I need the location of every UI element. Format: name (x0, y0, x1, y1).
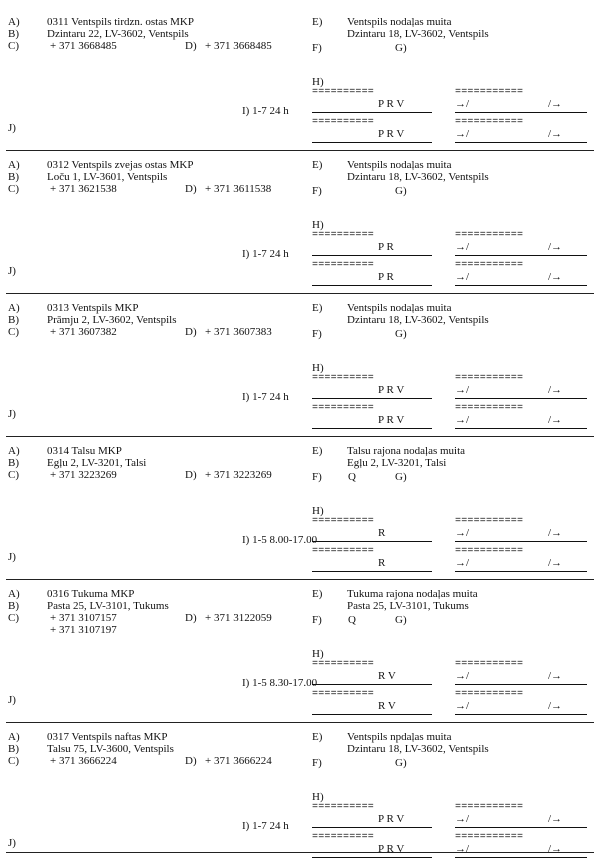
eq-row-2-left: ========== (312, 689, 375, 700)
arrow-in-row-1: →/ (455, 527, 470, 539)
fax-number: + 371 3223269 (205, 469, 272, 481)
office-address: Egļu 2, LV-3201, Talsi (47, 457, 147, 469)
office-address: Loču 1, LV-3601, Ventspils (47, 171, 168, 183)
customs-unit-address: Dzintaru 18, LV-3602, Ventspils (347, 743, 489, 755)
traffic-types-row-2: P R (378, 271, 394, 283)
underline-row-1-right (455, 541, 587, 542)
label-j: J) (8, 408, 16, 420)
label-c: C) (8, 612, 19, 624)
label-h: H) (312, 76, 324, 88)
label-g: G) (395, 185, 407, 197)
traffic-types-row-2: P R V (378, 414, 405, 426)
label-e: E) (312, 445, 323, 457)
working-hours: I) 1-7 24 h (242, 105, 289, 117)
eq-row-1-right: =========== (455, 516, 524, 527)
underline-row-1-right (455, 398, 587, 399)
arrow-out-row-2: /→ (548, 700, 563, 712)
underline-row-2-right (455, 714, 587, 715)
customs-unit-address: Dzintaru 18, LV-3602, Ventspils (347, 171, 489, 183)
label-f: F) (312, 328, 322, 340)
office-name: 0313 Ventspils MKP (47, 302, 139, 314)
underline-row-1-right (455, 827, 587, 828)
label-f: F) (312, 42, 322, 54)
label-g: G) (395, 328, 407, 340)
underline-row-2-right (455, 285, 587, 286)
eq-row-2-right: =========== (455, 689, 524, 700)
label-e: E) (312, 588, 323, 600)
label-b: B) (8, 28, 19, 40)
eq-row-2-left: ========== (312, 832, 375, 843)
office-name: 0312 Ventspils zvejas ostas MKP (47, 159, 194, 171)
underline-row-2-right (455, 857, 587, 858)
underline-row-1 (312, 255, 432, 256)
eq-row-1-right: =========== (455, 802, 524, 813)
traffic-types-row-1: P R V (378, 384, 405, 396)
fax-number: + 371 3668485 (205, 40, 272, 52)
label-b: B) (8, 743, 19, 755)
eq-row-2-right: =========== (455, 117, 524, 128)
eq-row-2-left: ========== (312, 117, 375, 128)
label-g: G) (395, 42, 407, 54)
label-h: H) (312, 505, 324, 517)
underline-row-2 (312, 428, 432, 429)
customs-entry-0314 (0, 439, 600, 579)
arrow-out-row-1: /→ (548, 670, 563, 682)
eq-row-1-right: =========== (455, 230, 524, 241)
label-h: H) (312, 362, 324, 374)
customs-unit-address: Dzintaru 18, LV-3602, Ventspils (347, 314, 489, 326)
customs-unit: Ventspils npdaļas muita (347, 731, 452, 743)
office-name: 0311 Ventspils tirdzn. ostas MKP (47, 16, 194, 28)
eq-row-2-right: =========== (455, 832, 524, 843)
eq-row-2-right: =========== (455, 403, 524, 414)
office-address: Pasta 25, LV-3101, Tukums (47, 600, 169, 612)
underline-row-2 (312, 285, 432, 286)
label-a: A) (8, 588, 20, 600)
arrow-out-row-1: /→ (548, 241, 563, 253)
label-a: A) (8, 16, 20, 28)
eq-row-1-left: ========== (312, 87, 375, 98)
arrow-in-row-1: →/ (455, 241, 470, 253)
arrow-in-row-2: →/ (455, 843, 470, 855)
office-name: 0314 Talsu MKP (47, 445, 122, 457)
underline-row-2-right (455, 428, 587, 429)
label-d: D) (185, 183, 197, 195)
phone-number: + 371 3621538 (50, 183, 117, 195)
underline-row-2 (312, 571, 432, 572)
arrow-out-row-2: /→ (548, 128, 563, 140)
q-mark: Q (348, 471, 356, 483)
label-e: E) (312, 159, 323, 171)
working-hours: I) 1-7 24 h (242, 391, 289, 403)
fax-number: + 371 3666224 (205, 755, 272, 767)
office-name: 0317 Ventspils naftas MKP (47, 731, 168, 743)
traffic-types-row-2: P R V (378, 843, 405, 855)
eq-row-2-left: ========== (312, 260, 375, 271)
customs-unit-address: Egļu 2, LV-3201, Talsi (347, 457, 447, 469)
customs-unit: Talsu rajona nodaļas muita (347, 445, 466, 457)
label-h: H) (312, 791, 324, 803)
label-e: E) (312, 16, 323, 28)
underline-row-1-right (455, 255, 587, 256)
label-a: A) (8, 731, 20, 743)
label-f: F) (312, 757, 322, 769)
fax-number: + 371 3607383 (205, 326, 272, 338)
arrow-out-row-2: /→ (548, 557, 563, 569)
label-j: J) (8, 837, 16, 849)
traffic-types-row-1: R V (378, 670, 396, 682)
label-d: D) (185, 326, 197, 338)
label-a: A) (8, 159, 20, 171)
office-address: Dzintaru 22, LV-3602, Ventspils (47, 28, 189, 40)
label-j: J) (8, 122, 16, 134)
label-a: A) (8, 445, 20, 457)
arrow-out-row-1: /→ (548, 527, 563, 539)
label-j: J) (8, 551, 16, 563)
eq-row-2-right: =========== (455, 260, 524, 271)
label-d: D) (185, 40, 197, 52)
label-f: F) (312, 471, 322, 483)
phone-number: + 371 3223269 (50, 469, 117, 481)
customs-unit: Tukuma rajona nodaļas muita (347, 588, 478, 600)
customs-entry-0316 (0, 582, 600, 722)
label-d: D) (185, 469, 197, 481)
label-g: G) (395, 614, 407, 626)
customs-entry-0312 (0, 153, 600, 293)
underline-row-2-right (455, 571, 587, 572)
customs-entry-0313 (0, 296, 600, 436)
underline-row-1 (312, 684, 432, 685)
arrow-in-row-1: →/ (455, 98, 470, 110)
arrow-out-row-2: /→ (548, 414, 563, 426)
arrow-in-row-1: →/ (455, 813, 470, 825)
section-separator (6, 150, 594, 151)
label-f: F) (312, 614, 322, 626)
traffic-types-row-2: R V (378, 700, 396, 712)
arrow-out-row-1: /→ (548, 813, 563, 825)
traffic-types-row-2: R (378, 557, 386, 569)
customs-unit-address: Pasta 25, LV-3101, Tukums (347, 600, 469, 612)
phone-number: + 371 3107157 (50, 612, 117, 624)
underline-row-2 (312, 857, 432, 858)
working-hours: I) 1-7 24 h (242, 248, 289, 260)
label-g: G) (395, 757, 407, 769)
label-b: B) (8, 314, 19, 326)
label-h: H) (312, 219, 324, 231)
working-hours: I) 1-5 8.30-17.00 (242, 677, 318, 689)
phone-number: + 371 3607382 (50, 326, 117, 338)
underline-row-2 (312, 142, 432, 143)
arrow-out-row-2: /→ (548, 271, 563, 283)
working-hours: I) 1-7 24 h (242, 820, 289, 832)
phone-number: + 371 3666224 (50, 755, 117, 767)
label-h: H) (312, 648, 324, 660)
arrow-in-row-2: →/ (455, 557, 470, 569)
traffic-types-row-1: R (378, 527, 386, 539)
label-b: B) (8, 457, 19, 469)
eq-row-2-right: =========== (455, 546, 524, 557)
arrow-in-row-2: →/ (455, 414, 470, 426)
traffic-types-row-1: P R V (378, 98, 405, 110)
label-a: A) (8, 302, 20, 314)
arrow-in-row-1: →/ (455, 670, 470, 682)
label-f: F) (312, 185, 322, 197)
eq-row-1-right: =========== (455, 659, 524, 670)
section-separator (6, 436, 594, 437)
underline-row-1 (312, 112, 432, 113)
office-address: Prāmju 2, LV-3602, Ventspils (47, 314, 177, 326)
label-b: B) (8, 171, 19, 183)
eq-row-1-right: =========== (455, 87, 524, 98)
label-g: G) (395, 471, 407, 483)
traffic-types-row-1: P R (378, 241, 394, 253)
label-c: C) (8, 183, 19, 195)
customs-unit: Ventspils nodaļas muita (347, 159, 452, 171)
arrow-out-row-2: /→ (548, 843, 563, 855)
customs-entry-0311 (0, 10, 600, 150)
traffic-types-row-2: P R V (378, 128, 405, 140)
arrow-out-row-1: /→ (548, 384, 563, 396)
phone-number-secondary: + 371 3107197 (50, 624, 117, 636)
label-b: B) (8, 600, 19, 612)
customs-unit-address: Dzintaru 18, LV-3602, Ventspils (347, 28, 489, 40)
eq-row-1-right: =========== (455, 373, 524, 384)
arrow-in-row-1: →/ (455, 384, 470, 396)
underline-row-1-right (455, 684, 587, 685)
underline-row-2-right (455, 142, 587, 143)
fax-number: + 371 3122059 (205, 612, 272, 624)
underline-row-1 (312, 541, 432, 542)
label-e: E) (312, 731, 323, 743)
section-separator (6, 293, 594, 294)
arrow-in-row-2: →/ (455, 271, 470, 283)
section-separator (6, 722, 594, 723)
q-mark: Q (348, 614, 356, 626)
arrow-out-row-1: /→ (548, 98, 563, 110)
underline-row-1 (312, 398, 432, 399)
customs-entry-0317 (0, 725, 600, 865)
phone-number: + 371 3668485 (50, 40, 117, 52)
office-address: Talsu 75, LV-3600, Ventspils (47, 743, 174, 755)
eq-row-1-left: ========== (312, 516, 375, 527)
customs-unit: Ventspils nodaļas muita (347, 302, 452, 314)
label-j: J) (8, 265, 16, 277)
working-hours: I) 1-5 8.00-17.00 (242, 534, 318, 546)
eq-row-2-left: ========== (312, 403, 375, 414)
underline-row-1 (312, 827, 432, 828)
eq-row-1-left: ========== (312, 230, 375, 241)
arrow-in-row-2: →/ (455, 700, 470, 712)
traffic-types-row-1: P R V (378, 813, 405, 825)
label-d: D) (185, 612, 197, 624)
section-separator (6, 579, 594, 580)
label-c: C) (8, 469, 19, 481)
page-bottom-rule (6, 852, 594, 853)
eq-row-2-left: ========== (312, 546, 375, 557)
label-c: C) (8, 326, 19, 338)
label-d: D) (185, 755, 197, 767)
office-name: 0316 Tukuma MKP (47, 588, 135, 600)
label-j: J) (8, 694, 16, 706)
fax-number: + 371 3611538 (205, 183, 272, 195)
label-c: C) (8, 40, 19, 52)
customs-unit: Ventspils nodaļas muita (347, 16, 452, 28)
arrow-in-row-2: →/ (455, 128, 470, 140)
label-e: E) (312, 302, 323, 314)
eq-row-1-left: ========== (312, 373, 375, 384)
underline-row-1-right (455, 112, 587, 113)
eq-row-1-left: ========== (312, 802, 375, 813)
eq-row-1-left: ========== (312, 659, 375, 670)
underline-row-2 (312, 714, 432, 715)
label-c: C) (8, 755, 19, 767)
